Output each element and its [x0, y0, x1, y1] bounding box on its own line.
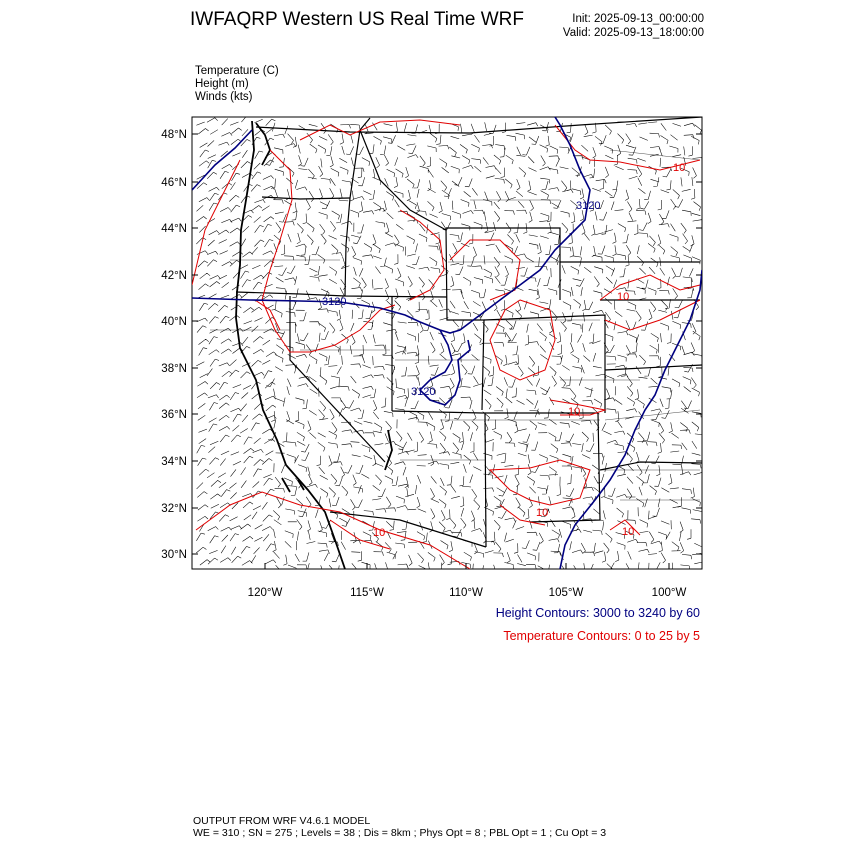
- lat-label: 46°N: [161, 177, 187, 189]
- lat-label: 44°N: [161, 223, 187, 235]
- init-time: Init: 2025-09-13_00:00:00: [572, 13, 704, 25]
- temperature-label: 10: [673, 162, 686, 174]
- lon-label: 105°W: [548, 587, 584, 599]
- temperature-contour-legend: Temperature Contours: 0 to 25 by 5: [503, 629, 700, 643]
- temperature-label: 10: [617, 291, 630, 303]
- temperature-label: 10: [373, 527, 386, 539]
- lon-label: 100°W: [651, 587, 687, 599]
- plot-title: IWFAQRP Western US Real Time WRF: [190, 9, 524, 30]
- model-settings: WE = 310 ; SN = 275 ; Levels = 38 ; Dis = 8km ; Phys Opt = 8 ; PBL Opt = 1 ; Cu Opt = 3: [193, 827, 607, 839]
- height-label: 3120: [576, 200, 601, 212]
- model-info: OUTPUT FROM WRF V4.6.1 MODEL: [193, 815, 371, 827]
- lat-label: 40°N: [161, 316, 187, 328]
- field-temperature: Temperature (C): [195, 65, 279, 77]
- height-label: 3120: [322, 296, 347, 308]
- valid-time: Valid: 2025-09-13_18:00:00: [562, 27, 704, 39]
- lat-label: 34°N: [161, 456, 187, 468]
- field-winds: Winds (kts): [195, 91, 253, 103]
- lon-label: 120°W: [247, 587, 283, 599]
- lat-label: 32°N: [161, 503, 187, 515]
- lon-label: 110°W: [449, 587, 483, 599]
- lat-label: 30°N: [161, 549, 187, 561]
- lat-label: 36°N: [161, 409, 187, 421]
- lat-label: 42°N: [161, 270, 187, 282]
- height-label: 3120: [411, 386, 436, 398]
- lat-label: 38°N: [161, 363, 187, 375]
- field-height: Height (m): [195, 78, 249, 90]
- height-contour-legend: Height Contours: 3000 to 3240 by 60: [495, 606, 700, 620]
- temperature-label: 10: [536, 507, 549, 519]
- lon-label: 115°W: [350, 587, 384, 599]
- lat-label: 48°N: [161, 129, 187, 141]
- temperature-label: 10: [568, 406, 581, 418]
- temperature-label: 10: [622, 526, 635, 538]
